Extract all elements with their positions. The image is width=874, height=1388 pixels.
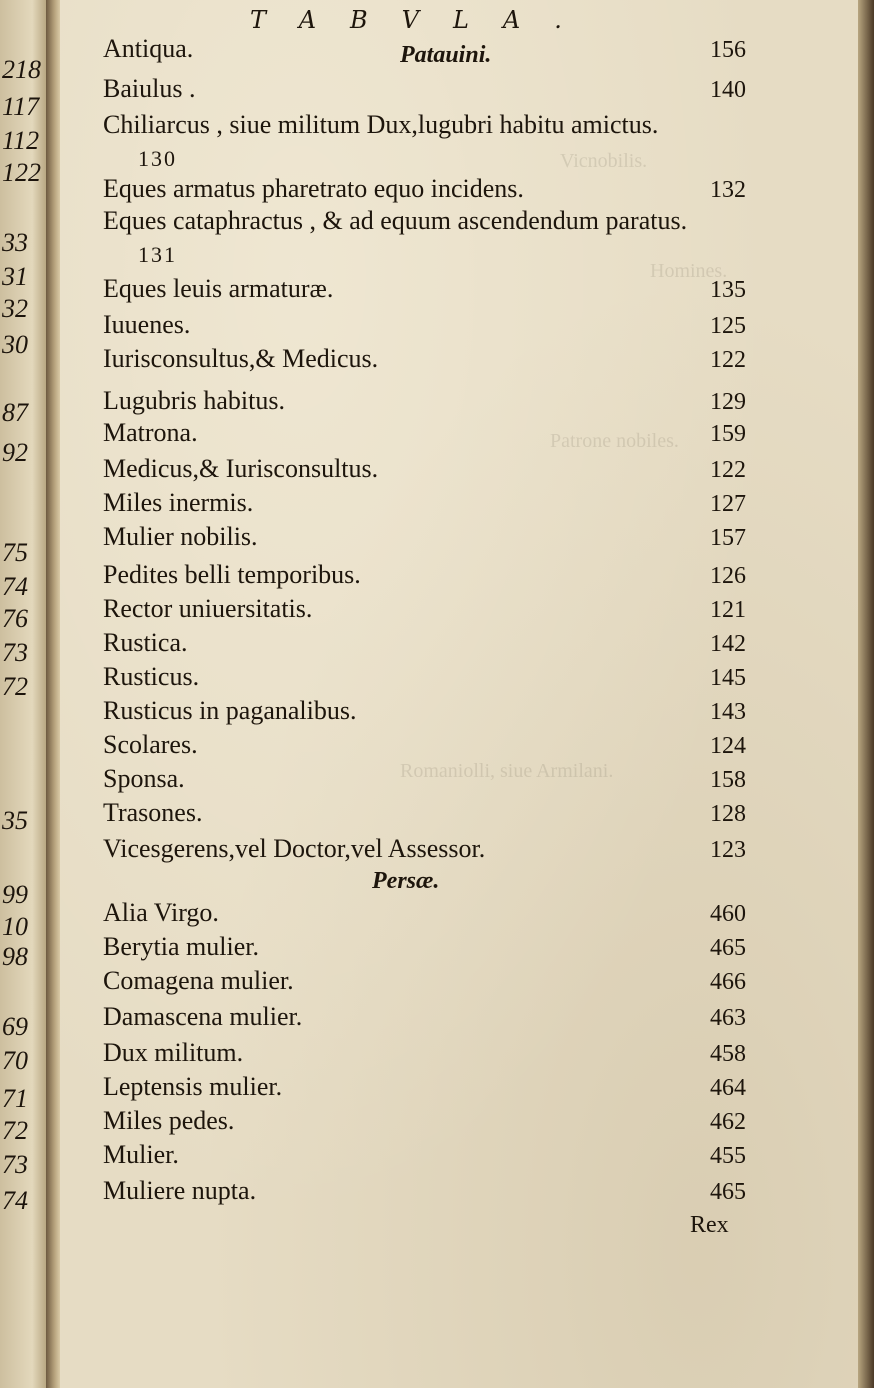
index-entry: Eques leuis armaturæ. — [103, 274, 334, 303]
bleed-through-text: Vicnobilis. — [560, 150, 648, 172]
section-heading: Persæ. — [372, 868, 440, 894]
page-reference: 465 — [710, 1179, 746, 1205]
index-entry: Miles inermis. — [103, 488, 254, 517]
index-entry: Comagena mulier. — [103, 966, 294, 995]
page-reference: 466 — [710, 969, 746, 995]
index-entry: Berytia mulier. — [103, 932, 259, 961]
facing-page-number: 112 — [2, 126, 40, 155]
index-entry: Mulier nobilis. — [103, 522, 258, 551]
facing-page-number: 30 — [2, 330, 28, 359]
index-entry: Trasones. — [103, 798, 203, 827]
facing-page-number: 31 — [2, 262, 28, 291]
index-entry: Miles pedes. — [103, 1106, 235, 1135]
page-reference: 455 — [710, 1143, 746, 1169]
index-entry: Iurisconsultus,& Medicus. — [103, 344, 379, 373]
index-entry: Eques cataphractus , & ad equum ascendendum paratus. — [103, 206, 688, 235]
bleed-through-text: Romaniolli, siue Armilani. — [400, 760, 614, 782]
facing-page-number: 98 — [2, 942, 28, 971]
index-entry: Baiulus . — [103, 74, 196, 103]
facing-page-strip — [0, 0, 46, 1388]
bleed-through-text: Patrone nobiles. — [550, 430, 679, 452]
index-entry: Rustica. — [103, 628, 188, 657]
facing-page-number: 72 — [2, 1116, 28, 1145]
facing-page-number: 87 — [2, 398, 28, 427]
page-reference: 128 — [710, 801, 746, 827]
facing-page-number: 117 — [2, 92, 40, 121]
page-reference: 159 — [710, 421, 746, 447]
page-reference: 463 — [710, 1005, 746, 1031]
page-reference: 460 — [710, 901, 746, 927]
index-entry: Antiqua. — [103, 34, 194, 63]
page-reference: 158 — [710, 767, 746, 793]
page-reference: 129 — [710, 389, 746, 415]
index-entry: Medicus,& Iurisconsultus. — [103, 454, 379, 483]
index-entry: Vicesgerens,vel Doctor,vel Assessor. — [103, 834, 486, 863]
book-gutter — [46, 0, 60, 1388]
index-entry: Scolares. — [103, 730, 198, 759]
page-reference: 142 — [710, 631, 746, 657]
page-reference: 124 — [710, 733, 746, 759]
page-reference: 156 — [710, 37, 746, 63]
page-reference: 127 — [710, 491, 746, 517]
index-entry: Pedites belli temporibus. — [103, 560, 361, 589]
facing-page-number: 10 — [2, 912, 28, 941]
page-reference: 464 — [710, 1075, 746, 1101]
facing-page-number: 99 — [2, 880, 28, 909]
page-reference: 132 — [710, 177, 746, 203]
facing-page-number: 74 — [2, 572, 28, 601]
facing-page-number: 32 — [2, 294, 28, 323]
running-head: TABVLA. — [250, 6, 596, 34]
page-reference: 122 — [710, 457, 746, 483]
facing-page-number: 69 — [2, 1012, 28, 1041]
facing-page-number: 71 — [2, 1084, 28, 1113]
page-reference: 145 — [710, 665, 746, 691]
index-entry: Chiliarcus , siue militum Dux,lugubri habitu amictus. — [103, 110, 659, 139]
page-edge — [858, 0, 874, 1388]
page-reference: 121 — [710, 597, 746, 623]
index-entry: Matrona. — [103, 418, 198, 447]
index-entry: Muliere nupta. — [103, 1176, 257, 1205]
facing-page-number: 35 — [2, 806, 28, 835]
page-reference: 122 — [710, 347, 746, 373]
index-entry: Eques armatus pharetrato equo incidens. — [103, 174, 524, 203]
facing-page-number: 70 — [2, 1046, 28, 1075]
page-reference: 123 — [710, 837, 746, 863]
facing-page-number: 76 — [2, 604, 28, 633]
facing-page-number: 122 — [2, 158, 41, 187]
page-reference: 157 — [710, 525, 746, 551]
facing-page-number: 73 — [2, 1150, 28, 1179]
page-reference: 462 — [710, 1109, 746, 1135]
facing-page-number: 73 — [2, 638, 28, 667]
facing-page-number: 92 — [2, 438, 28, 467]
index-entry: Leptensis mulier. — [103, 1072, 283, 1101]
facing-page-number: 72 — [2, 672, 28, 701]
index-entry: Rusticus. — [103, 662, 200, 691]
index-entry: Dux militum. — [103, 1038, 244, 1067]
facing-page-number: 75 — [2, 538, 28, 567]
index-entry: Iuuenes. — [103, 310, 191, 339]
page-reference: 125 — [710, 313, 746, 339]
index-entry: Damascena mulier. — [103, 1002, 303, 1031]
facing-page-number: 33 — [2, 228, 28, 257]
facing-page-number: 218 — [2, 55, 41, 84]
page-reference: 465 — [710, 935, 746, 961]
index-entry: Rusticus in paganalibus. — [103, 696, 357, 725]
section-heading: Patauini. — [400, 42, 492, 68]
page-reference: 140 — [710, 77, 746, 103]
page-reference: 135 — [710, 277, 746, 303]
facing-page-number: 74 — [2, 1186, 28, 1215]
bleed-through-text: Homines. — [650, 260, 728, 282]
page-reference: 130 — [138, 146, 177, 171]
page-reference: 143 — [710, 699, 746, 725]
index-entry: Rector uniuersitatis. — [103, 594, 313, 623]
index-entry: Mulier. — [103, 1140, 179, 1169]
page-reference: 131 — [138, 242, 177, 267]
index-entry: Alia Virgo. — [103, 898, 219, 927]
index-entry: Sponsa. — [103, 764, 185, 793]
catchword: Rex — [690, 1212, 729, 1238]
page-reference: 458 — [710, 1041, 746, 1067]
page-reference: 126 — [710, 563, 746, 589]
index-entry: Lugubris habitus. — [103, 386, 285, 415]
